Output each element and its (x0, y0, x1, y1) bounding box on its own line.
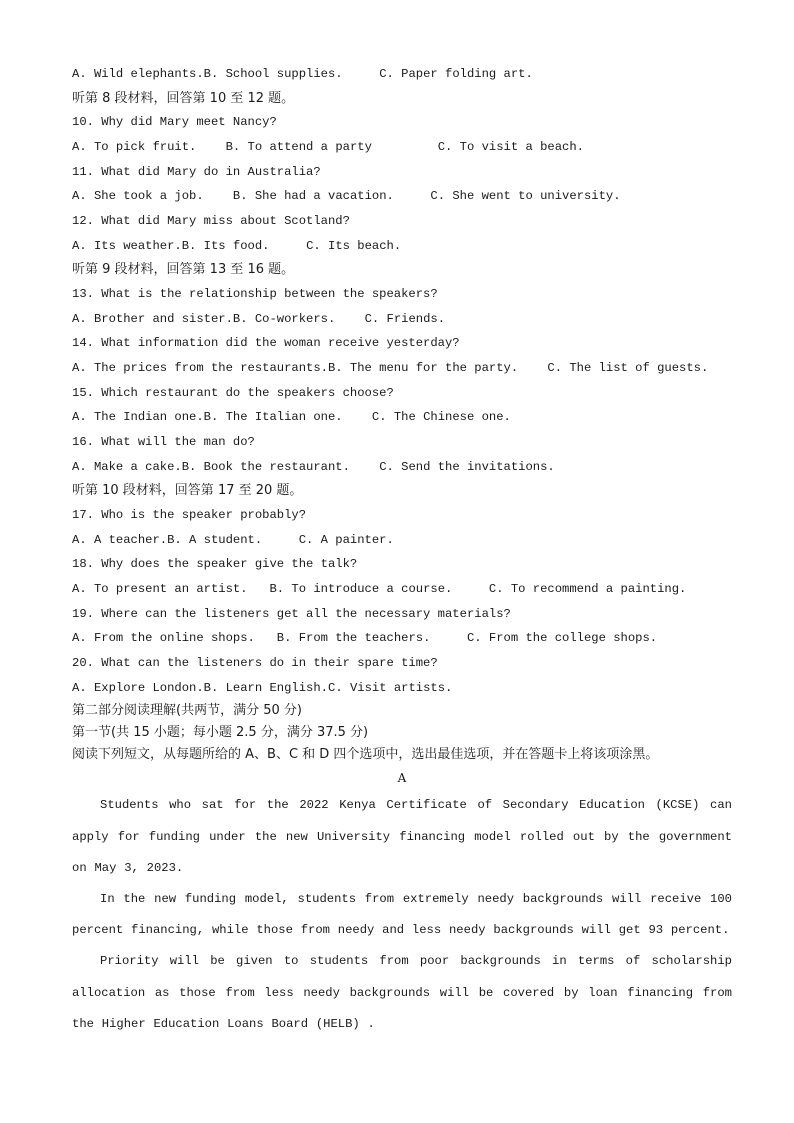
option-b: B. School supplies. (203, 67, 343, 81)
option-b: B. To introduce a course. (269, 581, 453, 596)
option-c: C. Visit artists. (328, 680, 453, 695)
answer-options (72, 577, 732, 602)
answer-options (72, 626, 732, 651)
option-a: A. Make a cake. (72, 459, 182, 474)
answer-options (72, 528, 732, 553)
option-spacer (204, 184, 233, 209)
answer-options (72, 135, 732, 160)
passage-a (72, 790, 732, 1040)
answer-options (72, 234, 732, 259)
exam-page (72, 62, 732, 1040)
option-spacer (452, 577, 489, 602)
question: 14. What information did the woman receive yesterday? (72, 336, 460, 351)
option-b: B. To attend a party (225, 139, 372, 154)
question: 12. What did Mary miss about Scotland? (72, 213, 350, 228)
option-b: B. Its food. (181, 238, 270, 253)
question: 11. What did Mary do in Australia? (72, 164, 321, 179)
option-b: B. The Italian one. (203, 410, 343, 425)
option-spacer (518, 356, 547, 381)
option-c: C. To recommend a painting. (488, 581, 687, 596)
option-a: A. Explore London. (72, 680, 204, 695)
passage-paragraph-3: Priority will be given to students from poor backgrounds in terms of scholarship allocation as those from less needy backgrounds will be covered by loan financing from the Higher Education Loans Board (HELB) . (72, 954, 732, 1031)
option-spacer (343, 405, 372, 430)
option-spacer (372, 135, 438, 160)
part-two-title: 第二部分阅读理解(共两节，满分 50 分) (72, 703, 302, 719)
passage-label: A (397, 771, 407, 786)
option-c: C. She went to university. (430, 189, 621, 204)
question: 15. Which restaurant do the speakers choose? (72, 385, 394, 400)
option-spacer (196, 135, 225, 160)
option-spacer (343, 62, 380, 87)
option-a: A. Wild elephants. (72, 67, 204, 81)
option-c: C. From the college shops. (466, 631, 658, 646)
option-a: A. A teacher. (72, 532, 168, 547)
option-a: A. From the online shops. (72, 631, 255, 646)
option-spacer (394, 184, 431, 209)
option-c: C. To visit a beach. (437, 139, 584, 154)
listening-instruction: 听第 8 段材料，回答第 10 至 12 题。 (72, 90, 295, 106)
question: 16. What will the man do? (72, 434, 255, 449)
option-b: B. Co-workers. (232, 311, 336, 326)
answer-options (72, 307, 732, 332)
option-b: B. She had a vacation. (232, 189, 394, 204)
listening-questions (72, 62, 732, 700)
option-a: A. Its weather. (72, 238, 182, 253)
answer-options (72, 676, 732, 701)
question: 18. Why does the speaker give the talk? (72, 557, 358, 572)
option-a: A. She took a job. (72, 189, 204, 204)
option-a: A. To present an artist. (72, 581, 248, 596)
question: 19. Where can the listeners get all the necessary materials? (72, 606, 511, 621)
option-a: A. To pick fruit. (72, 139, 197, 154)
answer-options (72, 405, 732, 430)
answer-options (72, 356, 732, 381)
option-b: B. Learn English. (203, 680, 328, 695)
answer-options (72, 62, 732, 87)
option-b: B. From the teachers. (276, 631, 431, 646)
option-a: A. Brother and sister. (72, 311, 233, 326)
option-spacer (255, 626, 277, 651)
option-spacer (350, 455, 379, 480)
option-b: B. The menu for the party. (327, 360, 519, 375)
option-c: C. The list of guests. (547, 360, 709, 375)
option-spacer (335, 307, 364, 332)
option-a: A. The Indian one. (72, 410, 204, 425)
option-spacer (269, 234, 306, 259)
answer-options (72, 184, 732, 209)
reading-instruction: 阅读下列短文，从每题所给的 A、B、C 和 D 四个选项中，选出最佳选项，并在答题卡上将该项涂黑。 (72, 747, 659, 763)
option-spacer (248, 577, 270, 602)
option-spacer (430, 626, 467, 651)
question: 10. Why did Mary meet Nancy? (72, 115, 277, 130)
question: 13. What is the relationship between the speakers? (72, 286, 438, 301)
option-c: C. A painter. (298, 532, 394, 547)
option-c: C. Paper folding art. (379, 67, 533, 81)
option-c: C. Send the invitations. (379, 459, 555, 474)
listening-instruction: 听第 9 段材料，回答第 13 至 16 题。 (72, 262, 295, 278)
listening-instruction: 听第 10 段材料，回答第 17 至 20 题。 (72, 483, 303, 499)
option-c: C. Its beach. (306, 238, 402, 253)
option-b: B. Book the restaurant. (181, 459, 350, 474)
question: 20. What can the listeners do in their spare time? (72, 655, 438, 670)
question: 17. Who is the speaker probably? (72, 507, 307, 522)
option-a: A. The prices from the restaurants. (72, 360, 328, 375)
option-c: C. The Chinese one. (371, 410, 511, 425)
answer-options (72, 455, 732, 480)
option-spacer (262, 528, 299, 553)
passage-paragraph-1: Students who sat for the 2022 Kenya Certificate of Secondary Education (KCSE) can apply for funding under the new University financing model rolled out by the government on May 3, 2023. (72, 798, 732, 875)
option-b: B. A student. (167, 532, 263, 547)
section-one-title: 第一节(共 15 小题；每小题 2.5 分，满分 37.5 分) (72, 725, 369, 741)
option-c: C. Friends. (364, 311, 446, 326)
passage-paragraph-2: In the new funding model, students from extremely needy backgrounds will receive 100 percent financing, while those from needy and less needy backgrounds will get 93 percent. (72, 891, 732, 938)
